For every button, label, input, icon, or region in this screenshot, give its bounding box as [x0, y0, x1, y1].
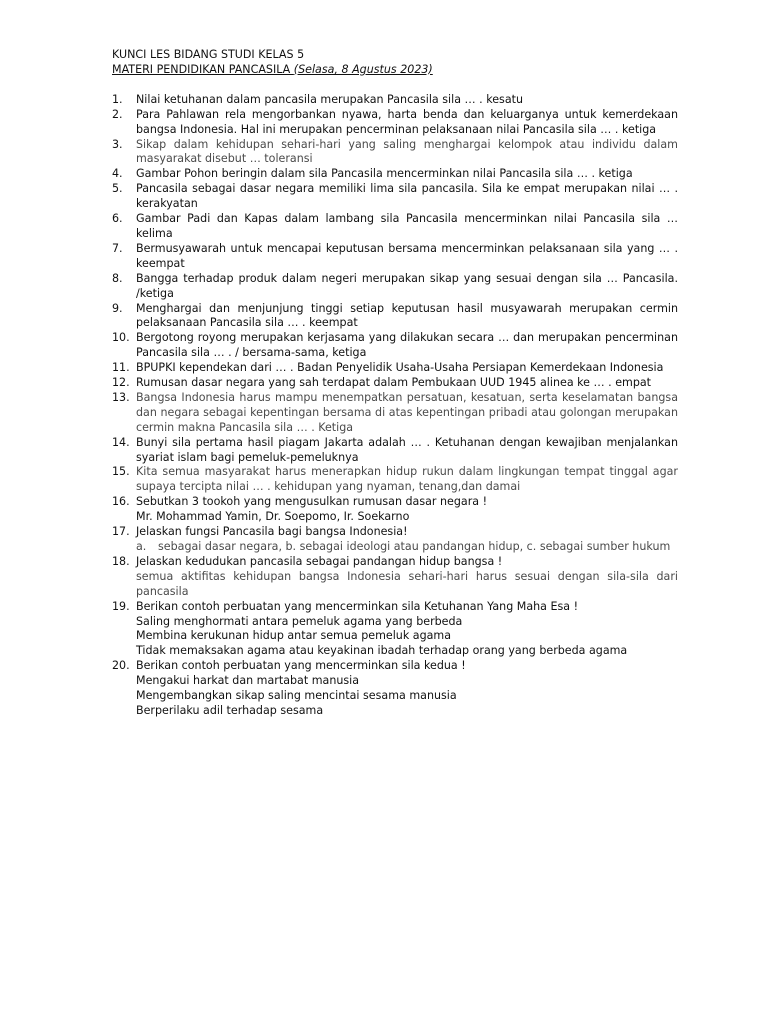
question-text: Bunyi sila pertama hasil piagam Jakarta adalah … . Ketuhanan dengan kewajiban menjalankan syariat islam bagi pemeluk-pemeluknya [136, 435, 678, 464]
question-number: 11. [112, 361, 130, 375]
question-number: 19. [112, 599, 130, 613]
question-number: 2. [112, 107, 123, 121]
subitem-text: sebagai dasar negara, b. sebagai ideologi atau pandangan hidup, c. sebagai sumber hukum [158, 540, 671, 553]
question-text: Bangga terhadap produk dalam negeri merupakan sikap yang sesuai dengan sila … Pancasila. /ketiga [136, 271, 678, 300]
question-number: 18. [112, 554, 130, 568]
question-item [112, 495, 678, 525]
question-item [112, 436, 678, 466]
question-item [112, 212, 678, 242]
subtitle-main: MATERI PENDIDIKAN PANCASILA [112, 62, 294, 76]
question-text: Berikan contoh perbuatan yang mencerminkan sila kedua ! [136, 659, 466, 673]
question-item [112, 391, 678, 436]
answer-line: Membina kerukunan hidup antar semua pemeluk agama [136, 629, 452, 643]
question-number: 10. [112, 331, 130, 345]
answer-line: Mengakui harkat dan martabat manusia [136, 674, 360, 688]
question-number: 8. [112, 271, 123, 285]
question-number: 17. [112, 525, 130, 539]
question-text: Menghargai dan menjunjung tinggi setiap keputusan hasil musyawarah merupakan cermin pelaksanaan Pancasila sila … . keempat [136, 301, 678, 330]
question-text: Gambar Padi dan Kapas dalam lambang sila Pancasila mencerminkan nilai Pancasila sila … kelima [136, 212, 678, 240]
answer-text: semua aktifitas kehidupan bangsa Indonesia sehari-hari harus sesuai dengan sila-sila dari pancasila [136, 569, 678, 598]
question-text: Sebutkan 3 tookoh yang mengusulkan rumusan dasar negara ! [136, 495, 488, 509]
question-item [112, 465, 678, 495]
question-item [112, 376, 678, 391]
question-item [112, 108, 678, 138]
question-number: 16. [112, 495, 130, 509]
question-item [112, 167, 678, 182]
question-number: 7. [112, 241, 123, 255]
question-text: Nilai ketuhanan dalam pancasila merupakan Pancasila sila … . kesatu [136, 92, 524, 106]
answer-line: Saling menghormati antara pemeluk agama yang berbeda [136, 614, 463, 628]
question-text: Jelaskan fungsi Pancasila bagi bangsa Indonesia! [136, 525, 408, 539]
question-number: 9. [112, 301, 123, 315]
question-text: Para Pahlawan rela mengorbankan nyawa, harta benda dan keluarganya untuk kemerdekaan bangsa Indonesia. Hal ini merupakan pencerminan pelaksanaan nilai Pancasila sila … . ketiga [136, 107, 678, 136]
question-text: Kita semua masyarakat harus menerapkan hidup rukun dalam lingkungan tempat tinggal agar supaya tercipta nilai … . kehidupan yang nyaman, tenang,dan damai [136, 465, 678, 494]
question-number: 6. [112, 212, 123, 226]
question-item [112, 302, 678, 332]
question-item [112, 242, 678, 272]
question-text: BPUPKI kependekan dari … . Badan Penyelidik Usaha-Usaha Persiapan Kemerdekaan Indonesia [136, 361, 664, 375]
question-text: Sikap dalam kehidupan sehari-hari yang saling menghargai kelompok atau individu dalam masyarakat disebut … toleransi [136, 137, 678, 166]
question-list [112, 93, 678, 719]
question-item [112, 182, 678, 212]
question-number: 5. [112, 182, 123, 196]
question-item [112, 555, 678, 600]
answer-line: Mengembangkan sikap saling mencintai sesama manusia [136, 689, 457, 703]
question-number: 15. [112, 465, 130, 479]
subtitle-date: (Selasa, 8 Agustus 2023) [293, 62, 433, 76]
answer-line: Tidak memaksakan agama atau keyakinan ibadah terhadap orang yang berbeda agama [136, 644, 628, 658]
question-number: 13. [112, 390, 130, 404]
question-number: 14. [112, 435, 130, 449]
answer-line: Mr. Mohammad Yamin, Dr. Soepomo, Ir. Soekarno [136, 510, 410, 524]
answer-subitem [136, 540, 678, 555]
question-text: Bermusyawarah untuk mencapai keputusan bersama mencerminkan pelaksanaan sila yang … . keempat [136, 241, 678, 270]
question-item [112, 600, 678, 660]
question-item [112, 331, 678, 361]
question-text: Rumusan dasar negara yang sah terdapat dalam Pembukaan UUD 1945 alinea ke … . empat [136, 376, 652, 390]
question-number: 12. [112, 376, 130, 390]
question-text: Jelaskan kedudukan pancasila sebagai pandangan hidup bangsa ! [136, 554, 503, 568]
document-title: KUNCI LES BIDANG STUDI KELAS 5 [112, 48, 305, 61]
answer-line: Berperilaku adil terhadap sesama [136, 703, 324, 717]
question-item [112, 361, 678, 376]
question-item [112, 272, 678, 302]
question-text: Gambar Pohon beringin dalam sila Pancasila mencerminkan nilai Pancasila sila … . ketiga [136, 167, 633, 181]
question-text: Berikan contoh perbuatan yang mencerminkan sila Ketuhanan Yang Maha Esa ! [136, 599, 579, 613]
question-item [112, 138, 678, 168]
question-item [112, 659, 678, 719]
subitem-marker: a. [136, 540, 147, 553]
question-number: 4. [112, 167, 123, 181]
question-number: 3. [112, 137, 123, 151]
question-text: Bergotong royong merupakan kerjasama yang dilakukan secara … dan merupakan pencerminan Pancasila sila … . / bersama-sama, ketiga [136, 331, 678, 360]
question-item [112, 93, 678, 108]
question-item [112, 525, 678, 555]
document-subtitle [112, 63, 678, 78]
question-text: Bangsa Indonesia harus mampu menempatkan persatuan, kesatuan, serta keselamatan bangsa dan negara sebagai kepentingan bersama di atas kepentingan pribadi atau golongan merupakan cermin makna Pancasila sila … . Ketiga [136, 390, 678, 434]
question-number: 20. [112, 659, 130, 673]
question-number: 1. [112, 92, 123, 106]
question-text: Pancasila sebagai dasar negara memiliki lima sila pancasila. Sila ke empat merupakan nilai … . kerakyatan [136, 182, 678, 211]
header-spacer [112, 78, 678, 93]
document-content [112, 48, 678, 719]
